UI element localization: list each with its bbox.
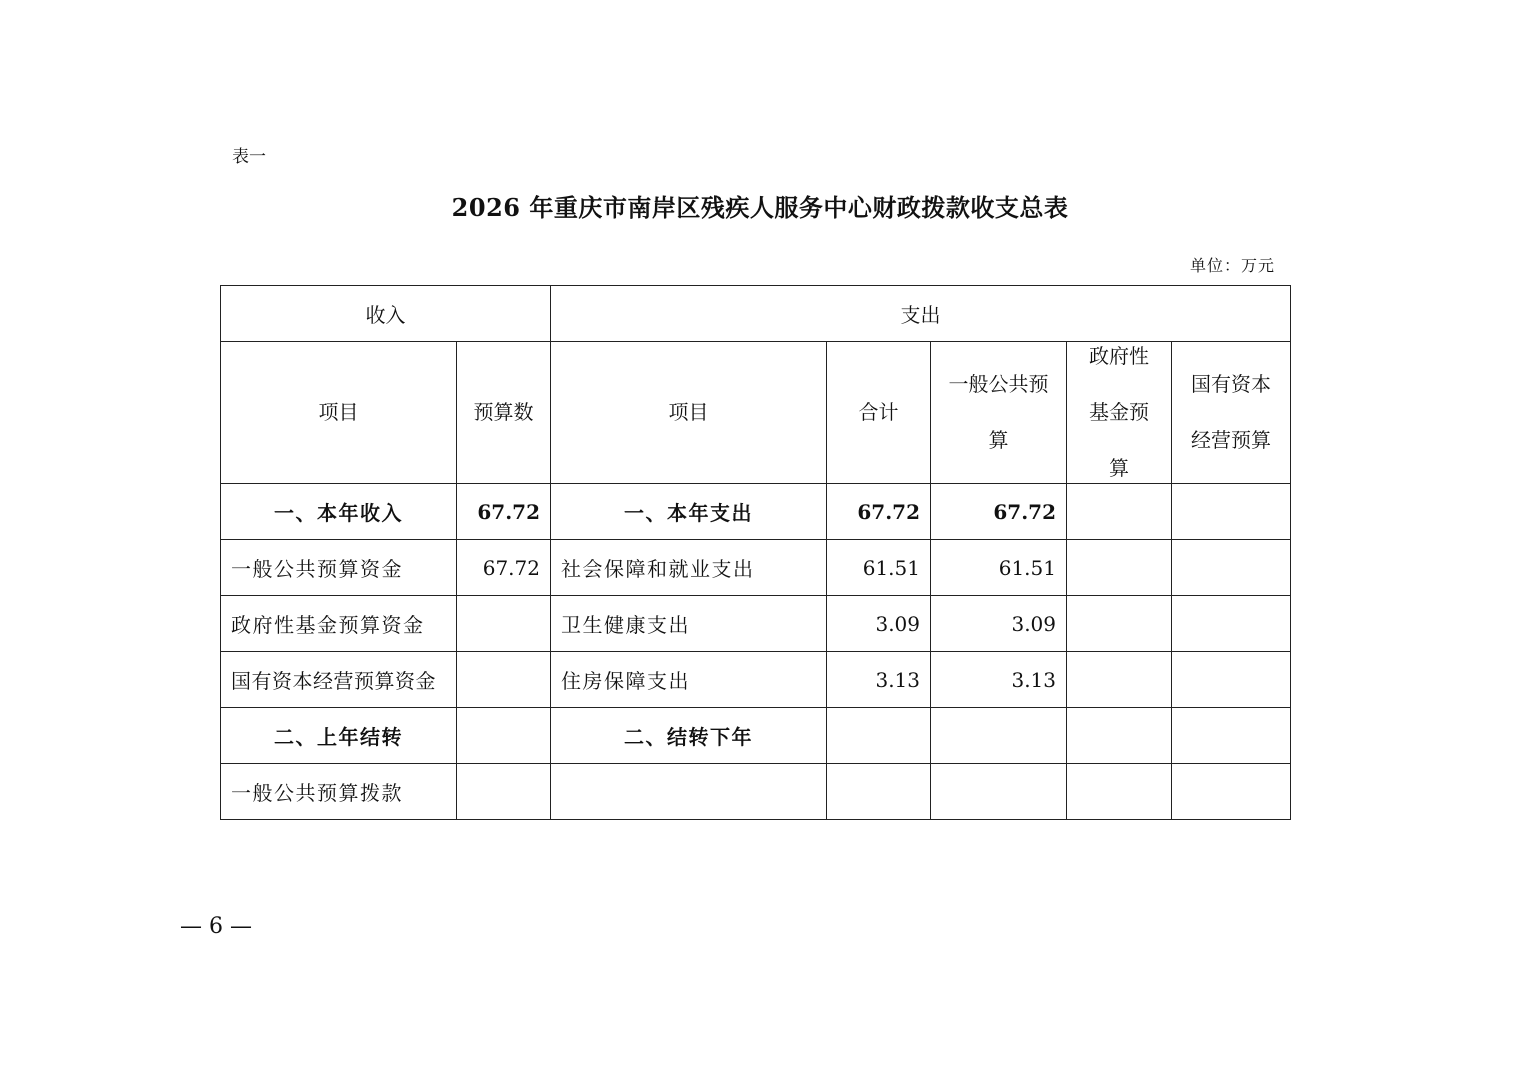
expense-item-cell: 一、本年支出 [551,484,827,540]
income-item-cell: 一、本年收入 [221,484,457,540]
table-row [221,764,1291,820]
total-cell: 67.72 [827,484,931,540]
total-cell: 61.51 [827,540,931,596]
state-capital-cell [1172,652,1291,708]
gov-fund-cell [1067,540,1172,596]
income-item-cell: 二、上年结转 [221,708,457,764]
income-budget-cell [457,708,551,764]
general-budget-cell: 3.13 [931,652,1067,708]
expense-item-cell: 卫生健康支出 [551,596,827,652]
gov-fund-header [1067,342,1172,484]
table-row [221,708,1291,764]
expense-item-cell [551,764,827,820]
income-budget-cell [457,764,551,820]
header-row-primary [221,286,1291,342]
general-budget-cell: 61.51 [931,540,1067,596]
income-budget-cell [457,652,551,708]
income-header: 收入 [221,286,551,342]
state-capital-cell [1172,596,1291,652]
gov-fund-cell [1067,652,1172,708]
expense-item-cell: 社会保障和就业支出 [551,540,827,596]
table-row [221,540,1291,596]
general-budget-header-line: 算 [988,428,1009,452]
general-budget-cell [931,764,1067,820]
unit-label: 单位：万元 [1190,256,1276,275]
state-capital-header-line: 经营预算 [1191,428,1272,452]
gov-fund-header-line: 算 [1109,456,1129,480]
income-budget-cell: 67.72 [457,540,551,596]
income-item-cell: 一般公共预算资金 [221,540,457,596]
income-budget-cell [457,596,551,652]
total-cell [827,708,931,764]
table-row [221,484,1291,540]
expense-item-cell: 住房保障支出 [551,652,827,708]
state-capital-cell [1172,708,1291,764]
income-item-cell: 政府性基金预算资金 [221,596,457,652]
general-budget-cell: 67.72 [931,484,1067,540]
gov-fund-header-line: 政府性 [1089,344,1149,368]
state-capital-header-line: 国有资本 [1191,372,1272,396]
income-budget-header: 预算数 [457,342,551,484]
gov-fund-cell [1067,764,1172,820]
document-title: 2026 年重庆市南岸区残疾人服务中心财政拨款收支总表 [451,193,1069,222]
general-budget-cell: 3.09 [931,596,1067,652]
table-row [221,652,1291,708]
income-item-header: 项目 [221,342,457,484]
gov-fund-cell [1067,708,1172,764]
general-budget-header [931,342,1067,484]
total-header: 合计 [827,342,931,484]
income-budget-cell: 67.72 [457,484,551,540]
state-capital-header [1172,342,1291,484]
gov-fund-header-line: 基金预 [1089,400,1149,424]
state-capital-cell [1172,764,1291,820]
total-cell [827,764,931,820]
general-budget-cell [931,708,1067,764]
total-cell: 3.09 [827,596,931,652]
expense-header: 支出 [551,286,1291,342]
page-number: — 6 — [180,914,252,939]
table-row [221,596,1291,652]
table-label: 表一 [232,147,266,167]
state-capital-cell [1172,540,1291,596]
income-item-cell: 一般公共预算拨款 [221,764,457,820]
general-budget-header-line: 一般公共预 [948,372,1049,396]
state-capital-cell [1172,484,1291,540]
total-cell: 3.13 [827,652,931,708]
budget-table [220,285,1291,820]
gov-fund-cell [1067,484,1172,540]
income-item-cell: 国有资本经营预算资金 [221,652,457,708]
expense-item-header: 项目 [551,342,827,484]
expense-item-cell: 二、结转下年 [551,708,827,764]
header-row-secondary [221,342,1291,484]
gov-fund-cell [1067,596,1172,652]
